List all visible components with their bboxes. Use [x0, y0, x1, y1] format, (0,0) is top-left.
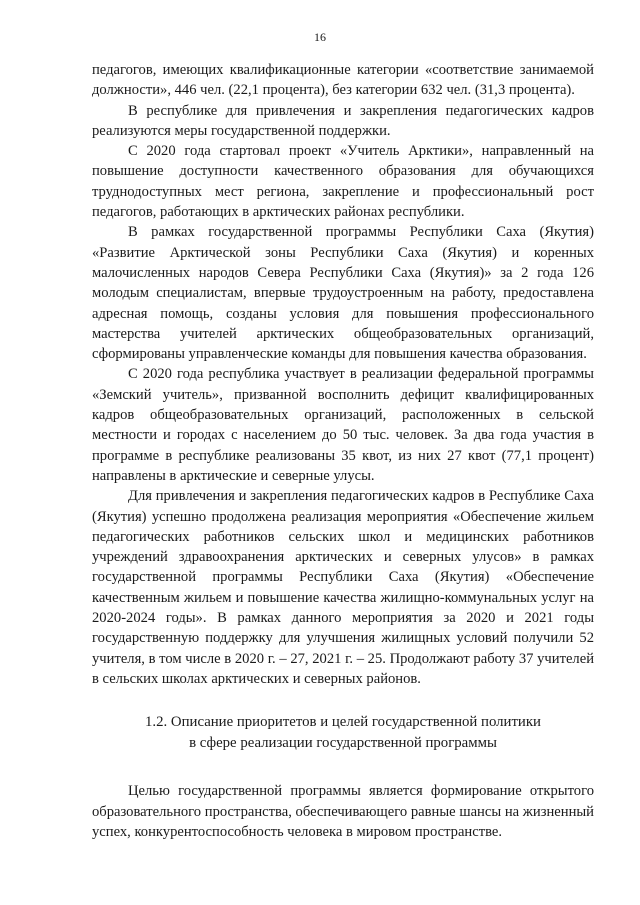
paragraph-arctic-teacher-project: С 2020 года стартовал проект «Учитель Арктики», направленный на повышение доступности качественного образования для обучающихся труднодоступных мест региона, закрепление и профессиональный рост педагогов, работающих в арктических районах республики.	[92, 143, 594, 221]
page-number: 16	[314, 30, 326, 44]
section-heading	[92, 712, 594, 754]
paragraph-program-goal: Целью государственной программы является формирование открытого образовательного пространства, обеспечивающего равные шансы на жизненный успех, конкурентоспособность человека в мировом пространстве.	[92, 783, 594, 840]
paragraph-continuation: педагогов, имеющих квалификационные категории «соответствие занимаемой должности», 446 чел. (22,1 процента), без категории 632 чел. (31,3 процента).	[92, 62, 594, 99]
paragraph-housing-program: Для привлечения и закрепления педагогических кадров в Республике Саха (Якутия) успешно продолжена реализация мероприятия «Обеспечение жильем педагогических работников сельских школ и медицинских работников учреждений здравоохранения арктических и северных улусов» в рамках государственной программы Республики Саха (Якутия) «Обеспечение качественным жильем и повышение качества жилищно-коммунальных услуг на 2020-2024 годы». В рамках данного мероприятия за 2020 и 2021 годы государственную поддержку для улучшения жилищных условий получили 52 учителя, в том числе в 2020 г. – 27, 2021 г. – 25. Продолжают работу 37 учителей в сельских школах арктических и северных районов.	[92, 488, 594, 687]
section-heading-line-2: в сфере реализации государственной программы	[189, 735, 497, 752]
document-body	[92, 60, 594, 842]
section-heading-line-1: 1.2. Описание приоритетов и целей государственной политики	[145, 714, 541, 731]
paragraph-state-support: В республике для привлечения и закрепления педагогических кадров реализуются меры государственной поддержки.	[92, 102, 594, 139]
paragraph-arctic-zone-program: В рамках государственной программы Республики Саха (Якутия) «Развитие Арктической зоны Республики Саха (Якутия) и коренных малочисленных народов Севера Республики Саха (Якутия)» за 2 года 126 молодым специалистам, впервые трудоустроенным на работу, предоставлена адресная помощь, созданы условия для повышения профессионального мастерства учителей арктических общеобразовательных организаций, сформированы управленческие команды для повышения качества образования.	[92, 224, 594, 363]
paragraph-zemsky-teacher: С 2020 года республика участвует в реализации федеральной программы «Земский учитель», призванной восполнить дефицит квалифицированных кадров общеобразовательных организаций, расположенных в сельской местности и городах с населением до 50 тыс. человек. За два года участия в программе в республике реализованы 35 квот, из них 27 квот (77,1 процент) направлены в арктические и северные улусы.	[92, 366, 594, 484]
